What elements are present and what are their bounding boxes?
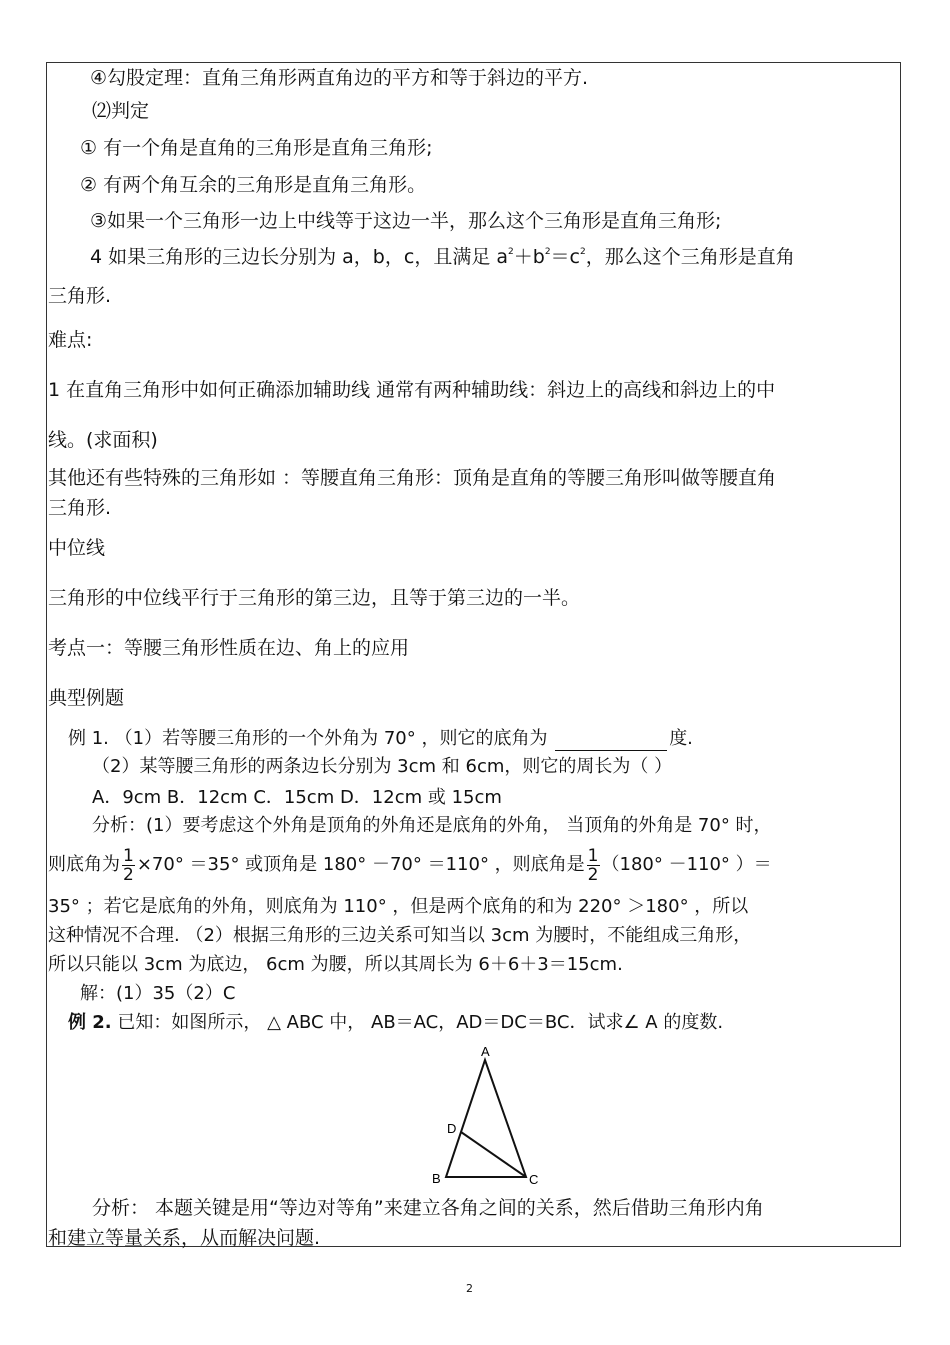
analysis-line-2: 则底角为 $\frac{1}{2}$ ×70° ＝35° 或顶角是 180° －70° ＝110° ，则底角是 $\frac{1}{2}$ （180° －110° ）＝ — [48, 845, 772, 885]
criteria-heading: ⑵判定 — [92, 100, 150, 122]
difficulty-1: 1 在直角三角形中如何正确添加辅助线 通常有两种辅助线：斜边上的高线和斜边上的中 — [48, 379, 776, 401]
midline-property: 三角形的中位线平行于三角形的第三边，且等于第三边的一半。 — [48, 587, 581, 609]
label-c: C — [529, 1172, 539, 1187]
example-2: 例 2. 已知：如图所示， △ ABC 中， AB＝AC，AD＝DC＝BC．试求∠ A 的度数. — [68, 1012, 724, 1033]
criterion-1: ① 有一个角是直角的三角形是直角三角形; — [80, 137, 433, 159]
solution-line: 解：(1）35（2）C — [80, 983, 236, 1004]
criterion-2: ② 有两个角互余的三角形是直角三角形。 — [80, 174, 427, 196]
triangle-abc — [446, 1060, 526, 1177]
analysis-line-3: 35° ；若它是底角的外角，则底角为 110° ，但是两个底角的和为 220° ＞180° ，所以 — [48, 896, 749, 917]
fraction-half: $\frac{1}{2}$ — [123, 845, 134, 885]
special-triangles-cont: 三角形. — [48, 497, 112, 519]
answer-blank — [555, 732, 667, 751]
segment-dc — [461, 1132, 526, 1177]
analysis-line-1: 分析：(1）要考虑这个外角是顶角的外角还是底角的外角， 当顶角的外角是 70° 时， — [92, 815, 772, 836]
analysis-2-line-2: 和建立等量关系，从而解决问题. — [48, 1227, 321, 1249]
example-1-options: A．9cm B．12cm C．15cm D．12cm 或 15cm — [92, 787, 502, 808]
difficulty-heading: 难点: — [48, 329, 93, 351]
special-triangles: 其他还有些特殊的三角形如 ：等腰直角三角形：顶角是直角的等腰三角形叫做等腰直角 — [48, 467, 777, 489]
example-1-label: 例 1. — [68, 728, 109, 749]
label-b: B — [432, 1171, 441, 1186]
fraction-half: $\frac{1}{2}$ — [587, 845, 599, 885]
example-2-label: 例 2. — [68, 1012, 112, 1033]
midline-heading: 中位线 — [48, 537, 106, 559]
label-a: A — [481, 1044, 490, 1059]
label-d: D — [447, 1121, 457, 1136]
example-1-part-2: （2）某等腰三角形的两条边长分别为 3cm 和 6cm，则它的周长为（ ） — [92, 756, 673, 777]
triangle-figure — [425, 1040, 545, 1190]
typical-examples-heading: 典型例题 — [48, 687, 125, 709]
difficulty-1-cont: 线。(求面积) — [48, 429, 158, 451]
analysis-line-4: 这种情况不合理. （2）根据三角形的三边关系可知当以 3cm 为腰时，不能组成三角形， — [48, 925, 752, 946]
example-1-part-1: 例 1. （1）若等腰三角形的一个外角为 70° ，则它的底角为 度. — [68, 728, 693, 749]
criterion-3: ③如果一个三角形一边上中线等于这边一半，那么这个三角形是直角三角形; — [90, 210, 722, 232]
analysis-line-5: 所以只能以 3cm 为底边， 6cm 为腰，所以其周长为 6＋6＋3＝15cm. — [48, 954, 623, 975]
analysis-2-line-1: 分析： 本题关键是用“等边对等角”来建立各角之间的关系，然后借助三角形内角 — [92, 1197, 764, 1219]
page-number: 2 — [466, 1282, 473, 1295]
criterion-4-cont: 三角形. — [48, 285, 112, 307]
test-point-1: 考点一：等腰三角形性质在边、角上的应用 — [48, 637, 410, 659]
criterion-4: 4 如果三角形的三边长分别为 a，b，c，且满足 $a^2+b^2=c^2$，那么这个三角形是直角 — [90, 246, 795, 268]
pythagorean-theorem-line: ④勾股定理：直角三角形两直角边的平方和等于斜边的平方. — [90, 67, 589, 89]
